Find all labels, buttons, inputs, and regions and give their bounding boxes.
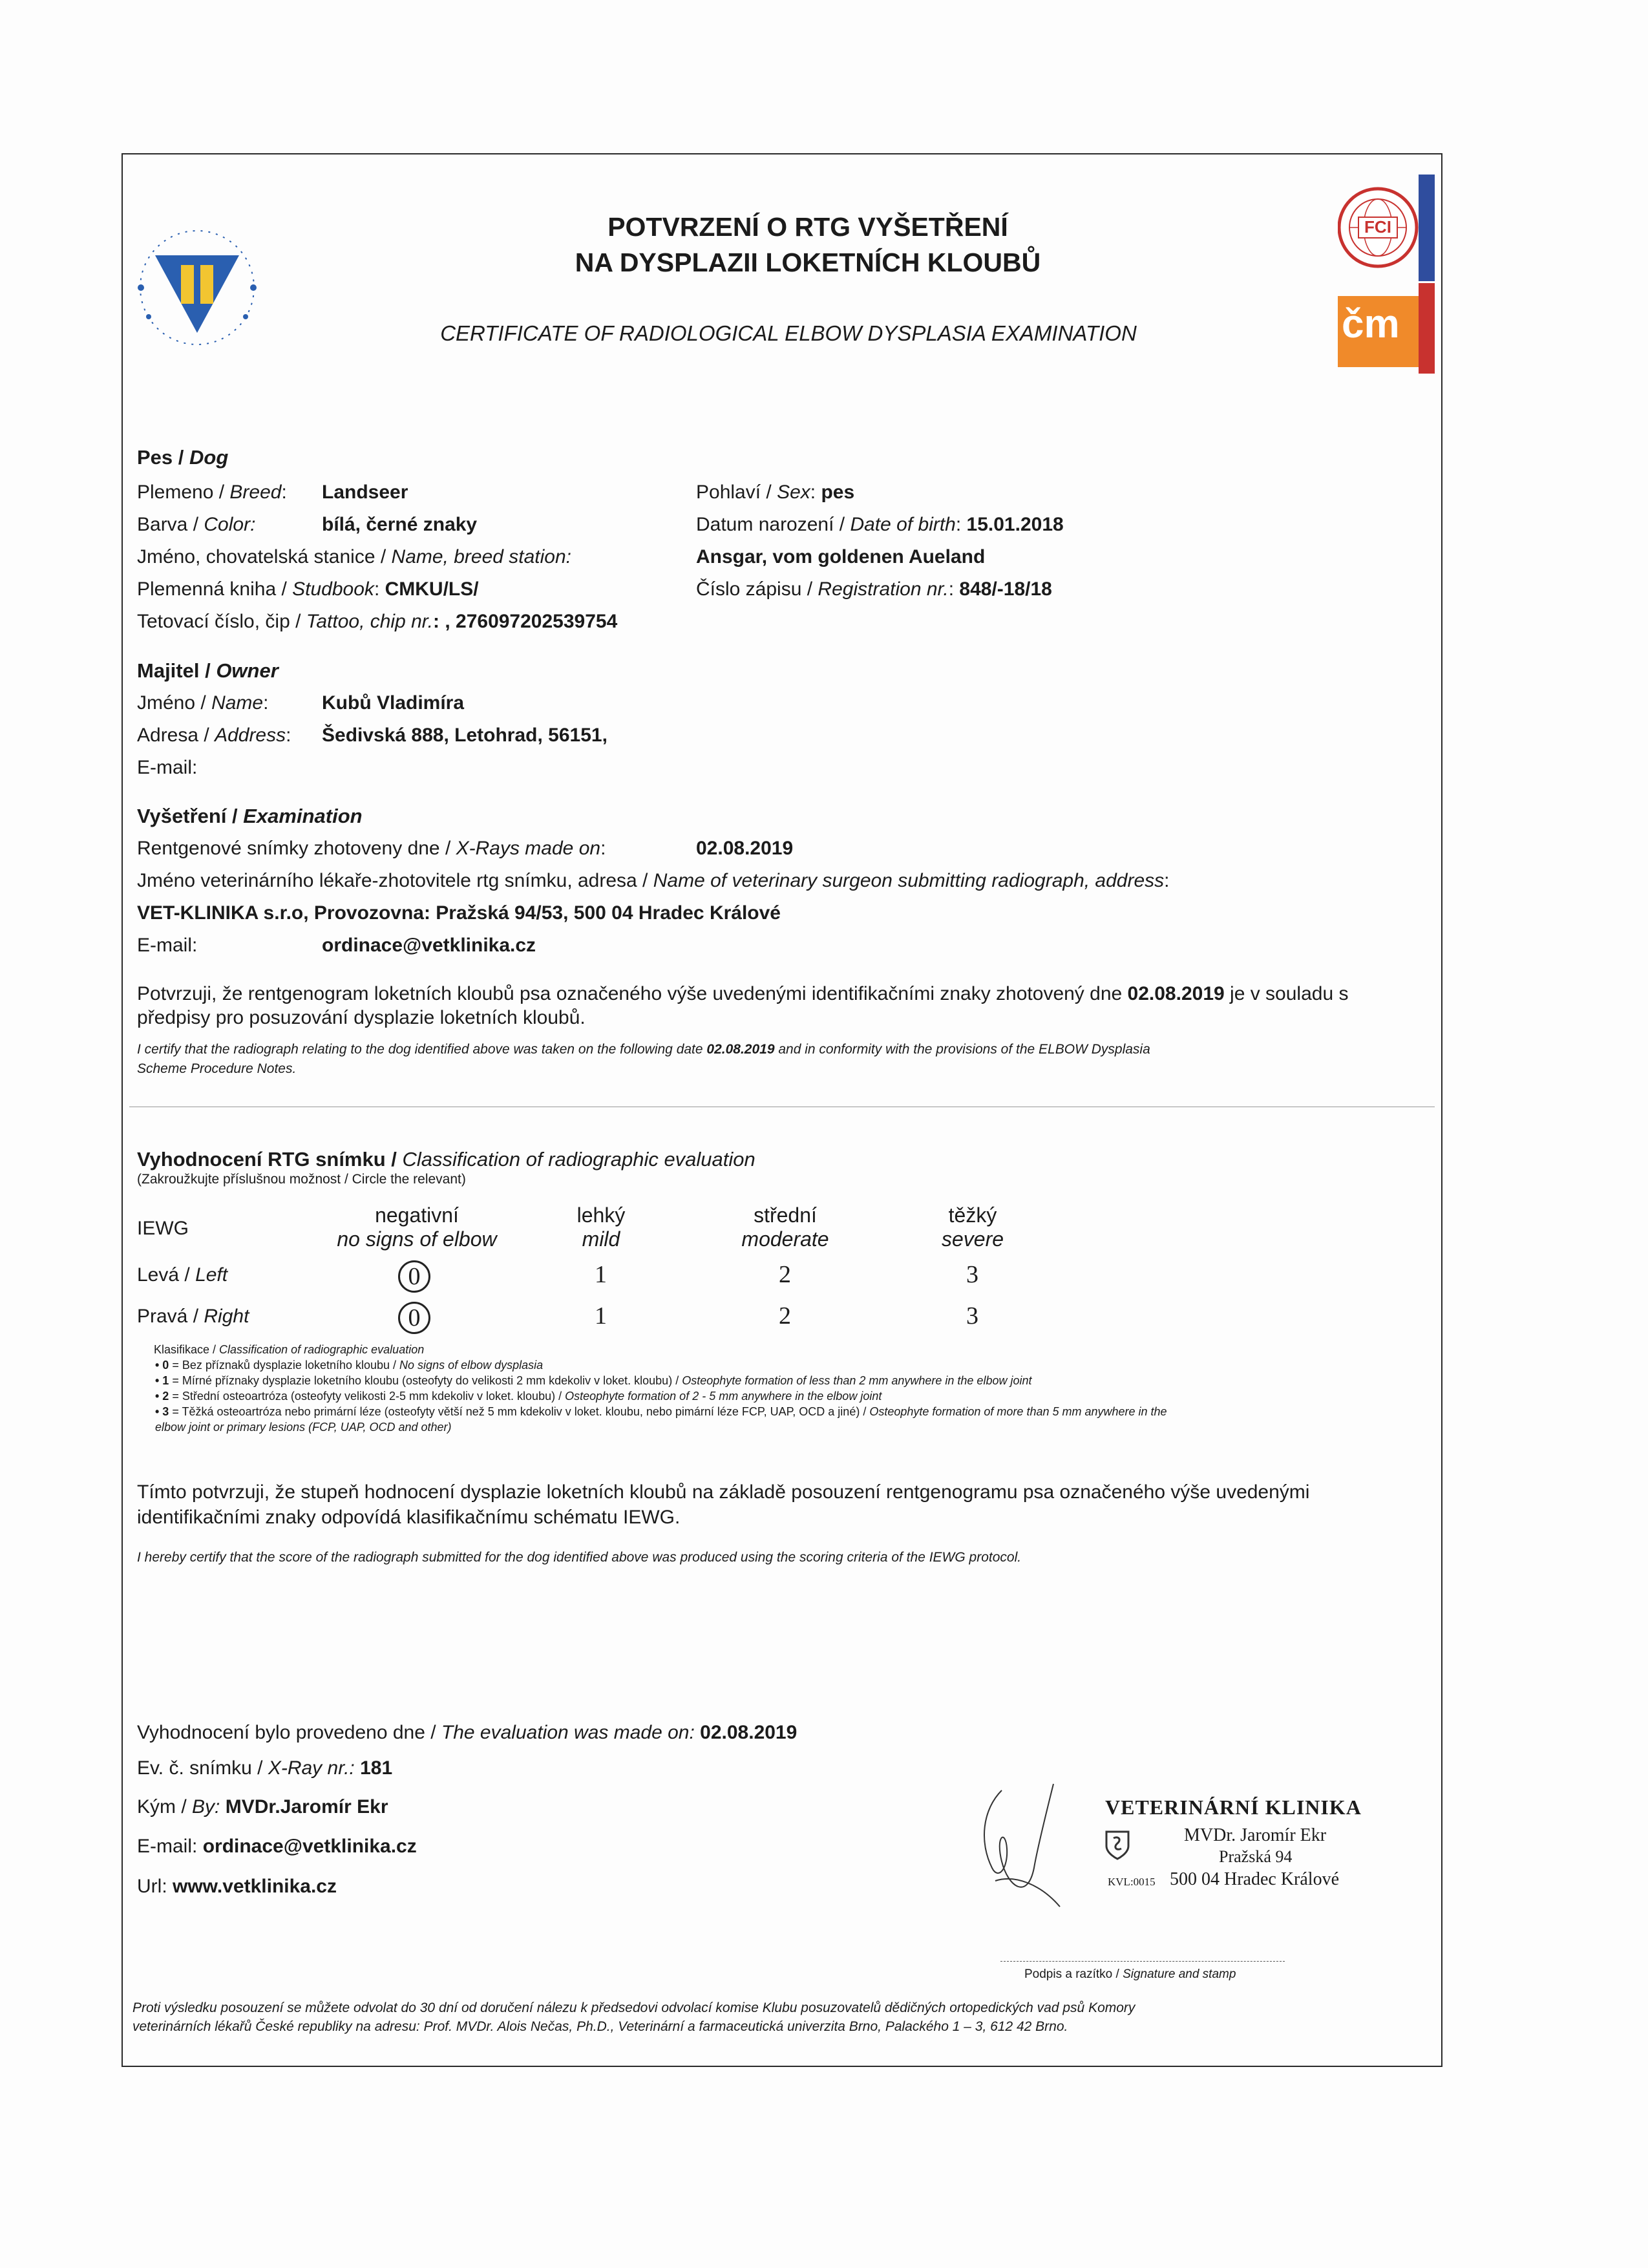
reg-label-cz: Číslo zápisu / [696, 578, 818, 600]
col-moderate-en: moderate [741, 1227, 829, 1251]
legend-key-2: • 2 [155, 1390, 169, 1403]
eval-email [137, 1836, 417, 1858]
signature-caption-en: Signature and stamp [1123, 1967, 1236, 1981]
declaration-en: I hereby certify that the score of the radiograph submitted for the dog identified above was produced using the scoring criteria of the IEWG protocol. [137, 1550, 1022, 1565]
legend-key-0: • 0 [155, 1359, 169, 1372]
vet-label: Jméno veterinárního lékaře-zhotovitele rtg snímku, adresa / Name of veterinary surgeon submitting radiograph, address: [137, 870, 1170, 891]
legend-key-1: • 1 [155, 1374, 169, 1387]
subtitle: CERTIFICATE OF RADIOLOGICAL ELBOW DYSPLASIA EXAMINATION [440, 321, 1137, 345]
eval-url-value[interactable]: www.vetklinika.cz [173, 1876, 337, 1897]
row-left-label-en: Left [195, 1264, 228, 1286]
title-line-2: NA DYSPLAZII LOKETNÍCH KLOUBŮ [575, 248, 1041, 277]
confirm-en-line1 [137, 1042, 1150, 1057]
confirm-cz-date: 02.08.2019 [1127, 983, 1225, 1004]
owner-address-value: Šedivská 888, Letohrad, 56151, [322, 725, 607, 746]
eval-xray-cz: Ev. č. snímku / [137, 1757, 268, 1779]
name-value: Ansgar, vom goldenen Aueland [696, 546, 986, 567]
score-left-3[interactable]: 3 [966, 1261, 978, 1288]
legend-cz-0: = Bez příznaků dysplazie loketního kloubu / [169, 1359, 400, 1372]
eval-by-value: MVDr.Jaromír Ekr [225, 1796, 388, 1818]
score-right-2[interactable]: 2 [779, 1302, 791, 1330]
legend-item-0 [155, 1359, 543, 1372]
owner-name-label-en: Name [211, 692, 264, 714]
col-moderate-cz: střední [754, 1203, 817, 1227]
confirm-en-tail: and in conformity with the provisions of the ELBOW Dysplasia [774, 1042, 1150, 1057]
cmku-text: čm [1342, 302, 1400, 346]
eval-xray-en: X-Ray nr.: [268, 1757, 355, 1779]
confirm-cz-tail: je v souladu s [1224, 983, 1349, 1004]
legend-title-en: Classification of radiographic evaluation [219, 1343, 425, 1356]
score-left-2[interactable]: 2 [779, 1261, 791, 1288]
eval-date [137, 1722, 797, 1744]
col-negative-en: no signs of elbow [337, 1227, 497, 1251]
signature-scribble [956, 1771, 1086, 1920]
exam-email-label: E-mail: [137, 935, 198, 956]
legend-key-3: • 3 [155, 1405, 169, 1418]
confirm-en-date: 02.08.2019 [706, 1042, 775, 1057]
name-label [137, 546, 571, 568]
legend-cz-2: = Střední osteoartróza (osteofyty velikosti 2-5 mm kdekoliv v loket. kloubu) / [169, 1390, 565, 1403]
eval-url [137, 1876, 337, 1898]
certificate-frame [121, 153, 1442, 2067]
scheme-label: IEWG [137, 1218, 189, 1239]
legend-title [154, 1343, 424, 1357]
xray-date-label-en: X-Rays made on [456, 838, 601, 859]
dog-heading [137, 446, 228, 469]
color-label [137, 514, 255, 536]
row-right-label-en: Right [204, 1306, 249, 1327]
color-value: bílá, černé znaky [322, 514, 478, 535]
declaration-cz-line2: identifikačními znaky odpovídá klasifikačnímu schématu IEWG. [137, 1507, 681, 1528]
eval-date-en: The evaluation was made on: [441, 1722, 695, 1743]
studbook-value: CMKU/LS/ [385, 578, 479, 600]
eval-email-value[interactable]: ordinace@vetklinika.cz [202, 1836, 417, 1857]
score-right-0-circled[interactable]: 0 [398, 1302, 430, 1334]
score-right-3[interactable]: 3 [966, 1302, 978, 1330]
dob-value: 15.01.2018 [966, 514, 1064, 535]
eval-by-cz: Kým / [137, 1796, 193, 1818]
stamp-line3: Pražská 94 [1219, 1847, 1293, 1866]
xray-date-label-cz: Rentgenové snímky zhotoveny dne / [137, 838, 456, 859]
title-line-1: POTVRZENÍ O RTG VYŠETŘENÍ [607, 212, 1008, 242]
xray-date-value: 02.08.2019 [696, 838, 794, 859]
legend-item-2 [155, 1390, 882, 1403]
row-left-label-cz: Levá / [137, 1264, 196, 1286]
eval-date-value: 02.08.2019 [700, 1722, 798, 1743]
legend-en-1: Osteophyte formation of less than 2 mm anywhere in the elbow joint [682, 1374, 1032, 1387]
score-right-1[interactable]: 1 [595, 1302, 607, 1330]
dob-label-cz: Datum narození / [696, 514, 850, 535]
sex-label: Pohlaví / Sex: pes [696, 482, 855, 503]
owner-name-value: Kubů Vladimíra [322, 692, 465, 714]
owner-address-label-cz: Adresa / [137, 725, 215, 746]
reg-value: 848/-18/18 [959, 578, 1052, 600]
stamp-line4: 500 04 Hradec Králové [1170, 1869, 1340, 1889]
legend-title-cz: Klasifikace / [154, 1343, 220, 1356]
dog-heading-cz: Pes / [137, 446, 189, 469]
name-label-en: Name, breed station: [391, 546, 572, 567]
confirm-en-line2: Scheme Procedure Notes. [137, 1061, 297, 1076]
exam-email-value: ordinace@vetklinika.cz [322, 935, 536, 956]
owner-address-label-en: Address [215, 725, 286, 746]
col-negative [330, 1203, 504, 1251]
col-moderate [724, 1203, 847, 1251]
dog-heading-en: Dog [189, 446, 229, 469]
eval-by-en: By: [192, 1796, 220, 1818]
owner-name-label-cz: Jméno / [137, 692, 212, 714]
owner-heading [137, 659, 279, 683]
fci-text: FCI [1364, 217, 1391, 237]
score-left-1[interactable]: 1 [595, 1261, 607, 1288]
sex-label-en: Sex [777, 482, 810, 503]
eval-xray-value: 181 [360, 1757, 393, 1779]
footer-line2: veterinárních lékařů České republiky na adresu: Prof. MVDr. Alois Nečas, Ph.D., Veterinární a farmaceutická univerzita Brno, Palackého 1 – 3, 612 42 Brno. [132, 2019, 1068, 2034]
breed-label-cz: Plemeno / [137, 482, 230, 503]
legend-en-0: No signs of elbow dysplasia [399, 1359, 544, 1372]
row-right-label [137, 1306, 249, 1328]
confirm-cz-line2: předpisy pro posuzování dysplazie loketních kloubů. [137, 1007, 586, 1028]
legend-cz-3: = Těžká osteoartróza nebo primární léze (osteofyty větší než 5 mm kdekoliv v loket. kloubu, nebo pimární léze FCP, UAP, OCD a jiné) / [169, 1405, 870, 1418]
legend-last-line: elbow joint or primary lesions (FCP, UAP, OCD and other) [155, 1421, 452, 1434]
legend-en-2: Osteophyte formation of 2 - 5 mm anywhere in the elbow joint [565, 1390, 882, 1403]
color-label-en: Color: [204, 514, 256, 535]
legend-cz-1: = Mírné příznaky dysplazie loketního kloubu (osteofyty do velikosti 2 mm kdekoliv v loket. kloubu) / [169, 1374, 682, 1387]
col-mild-cz: lehký [576, 1203, 626, 1227]
sex-label-cz: Pohlaví / [696, 482, 777, 503]
col-negative-cz: negativní [375, 1203, 459, 1227]
dob-label: Datum narození / Date of birth: 15.01.2018 [696, 514, 1064, 535]
sex-value: pes [821, 482, 855, 503]
eval-url-label: Url: [137, 1876, 167, 1897]
tattoo-value: : , 276097202539754 [433, 611, 618, 632]
score-left-0-circled[interactable]: 0 [398, 1260, 430, 1293]
dob-label-en: Date of birth [850, 514, 956, 535]
eval-by [137, 1796, 388, 1818]
stamp-line2: MVDr. Jaromír Ekr [1184, 1825, 1327, 1845]
signature-caption [1024, 1967, 1236, 1982]
fci-logo [1338, 175, 1435, 281]
studbook-label-en: Studbook [292, 578, 374, 600]
confirm-en-text: I certify that the radiograph relating to the dog identified above was taken on the following date [137, 1042, 707, 1057]
declaration-cz-line1: Tímto potvrzuji, že stupeň hodnocení dysplazie loketních kloubů na základě posouzení rentgenogramu psa označeného výše uvedenými [137, 1481, 1310, 1503]
row-left-label [137, 1264, 227, 1286]
studbook-label: Plemenná kniha / Studbook: CMKU/LS/ [137, 578, 479, 600]
xray-date-label: Rentgenové snímky zhotoveny dne / X-Rays made on: [137, 838, 606, 859]
col-severe-cz: těžký [948, 1203, 997, 1227]
legend-item-3 [155, 1405, 1167, 1419]
cmku-logo [1338, 283, 1435, 374]
classification-heading-cz: Vyhodnocení RTG snímku / [137, 1148, 403, 1171]
color-label-cz: Barva / [137, 514, 204, 535]
name-label-cz: Jméno, chovatelská stanice / [137, 546, 392, 567]
exam-heading-en: Examination [243, 805, 363, 827]
tattoo-label-en: Tattoo, chip nr. [306, 611, 434, 632]
vet-value: VET-KLINIKA s.r.o, Provozovna: Pražská 94/53, 500 04 Hradec Králové [137, 902, 781, 924]
reg-label: Číslo zápisu / Registration nr.: 848/-18/18 [696, 578, 1052, 600]
exam-heading-cz: Vyšetření / [137, 805, 244, 827]
owner-email-label: E-mail: [137, 757, 198, 778]
signature-line [1000, 1961, 1285, 1962]
legend-item-1 [155, 1374, 1032, 1388]
eval-date-cz: Vyhodnocení bylo provedeno dne / [137, 1722, 441, 1743]
classification-heading-en: Classification of radiographic evaluation [402, 1148, 755, 1171]
breed-value: Landseer [322, 482, 408, 503]
tattoo-label [137, 611, 617, 633]
eval-xray [137, 1757, 392, 1779]
stamp-code: KVL:0015 [1108, 1876, 1156, 1888]
eval-email-label: E-mail: [137, 1836, 198, 1857]
exam-heading [137, 805, 363, 828]
owner-heading-cz: Majitel / [137, 659, 217, 682]
classification-heading [137, 1148, 755, 1171]
stamp-line1: VETERINÁRNÍ KLINIKA [1105, 1796, 1362, 1819]
signature-caption-cz: Podpis a razítko / [1024, 1967, 1123, 1981]
confirm-cz-line1 [137, 983, 1348, 1005]
owner-name-label: Jméno / Name: [137, 692, 269, 714]
footer-line1: Proti výsledku posouzení se můžete odvolat do 30 dní od doručení nálezu k předsedovi odvolací komise Klubu posuzovatelů dědičných ortopedických vad psů Komory [132, 2000, 1136, 2015]
vet-label-cz: Jméno veterinárního lékaře-zhotovitele rtg snímku, adresa / [137, 870, 653, 891]
owner-address-label: Adresa / Address: [137, 725, 291, 746]
row-right-label-cz: Pravá / [137, 1306, 204, 1327]
legend-en-3: Osteophyte formation of more than 5 mm anywhere in the [869, 1405, 1167, 1418]
tattoo-label-cz: Tetovací číslo, čip / [137, 611, 306, 632]
breed-label: Plemeno / Breed: [137, 482, 287, 503]
col-severe [924, 1203, 1021, 1251]
reg-label-en: Registration nr. [818, 578, 949, 600]
col-mild [556, 1203, 646, 1251]
club-logo [129, 220, 265, 355]
studbook-label-cz: Plemenná kniha / [137, 578, 293, 600]
confirm-cz-text: Potvrzuji, že rentgenogram loketních kloubů psa označeného výše uvedenými identifikačními znaky zhotovený dne [137, 983, 1128, 1004]
classification-hint: (Zakroužkujte příslušnou možnost / Circle the relevant) [137, 1172, 466, 1187]
stamp-logo-icon [1104, 1829, 1131, 1860]
vet-label-en: Name of veterinary surgeon submitting radiograph, address [653, 870, 1165, 891]
col-mild-en: mild [582, 1227, 620, 1251]
col-severe-en: severe [941, 1227, 1004, 1251]
breed-label-en: Breed [229, 482, 282, 503]
owner-heading-en: Owner [216, 659, 279, 682]
